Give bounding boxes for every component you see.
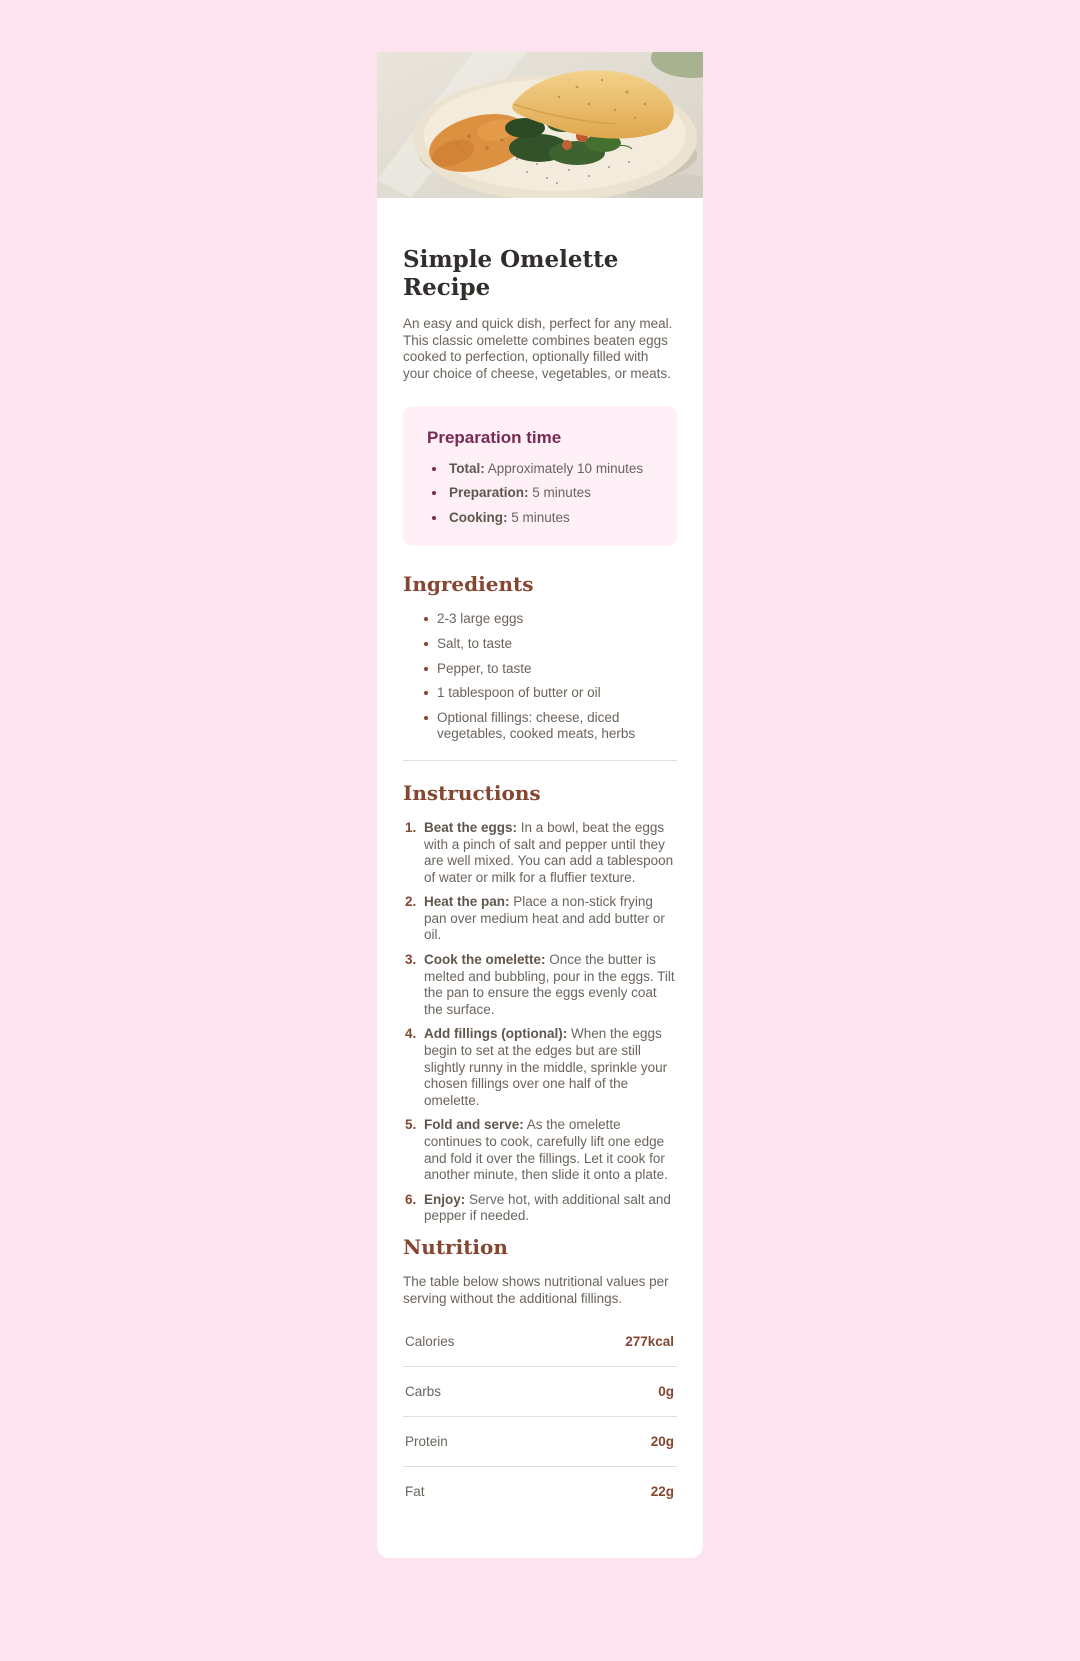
list-item [403, 952, 677, 1018]
item-label: Preparation: [449, 485, 529, 501]
recipe-card [377, 52, 703, 1558]
step-text: In a bowl, beat the eggs with a pinch of salt and pepper until they are well mixed. You can add a tablespoon of water or milk for a fluffier texture. [424, 819, 674, 885]
step-label: Add fillings (optional): [424, 1026, 568, 1042]
list-item [427, 510, 653, 527]
list-item [403, 1026, 677, 1109]
list-item: 1 tablespoon of butter or oil [403, 685, 677, 702]
nutrition-heading: Nutrition [403, 1234, 508, 1259]
nutrition-value: 0g [540, 1367, 677, 1417]
section-divider [403, 760, 677, 761]
list-item [427, 461, 653, 478]
preparation-time-box [403, 406, 677, 547]
step-label: Fold and serve: [424, 1117, 524, 1133]
step-text: Place a non-stick frying pan over medium heat and add butter or oil. [424, 894, 665, 943]
step-text: Serve hot, with additional salt and pepper if needed. [424, 1191, 671, 1224]
table-row [403, 1417, 677, 1467]
omelette-photo [377, 52, 703, 198]
step-label: Beat the eggs: [424, 819, 518, 835]
instructions-list [403, 820, 677, 1225]
list-item: Salt, to taste [403, 636, 677, 653]
nutrition-table [403, 1317, 677, 1516]
list-item: 2-3 large eggs [403, 611, 677, 628]
step-label: Cook the omelette: [424, 952, 546, 968]
preparation-heading: Preparation time [427, 427, 562, 447]
recipe-description: An easy and quick dish, perfect for any meal. This classic omelette combines beaten eggs cooked to perfection, optionally filled with your choice of cheese, vegetables, or meats. [403, 316, 673, 381]
nutrition-label: Fat [405, 1484, 425, 1500]
nutrition-label: Carbs [403, 1367, 540, 1417]
item-text: 5 minutes [532, 485, 591, 501]
table-row [403, 1317, 677, 1367]
item-label: Cooking: [449, 509, 508, 525]
nutrition-description: The table below shows nutritional values per serving without the additional fillings. [403, 1273, 669, 1306]
ingredients-list [403, 611, 677, 743]
step-text: As the omelette continues to cook, carefully lift one edge and fold it over the fillings. Let it cook for another minute, then slide it onto a plate. [424, 1117, 668, 1183]
nutrition-value: 20g [540, 1417, 677, 1467]
item-label: Total: [449, 460, 485, 476]
recipe-content [377, 198, 703, 1558]
instructions-heading: Instructions [403, 780, 541, 805]
table-row [403, 1367, 677, 1417]
step-text: Once the butter is melted and bubbling, pour in the eggs. Tilt the pan to ensure the eggs evenly coat the surface. [424, 952, 675, 1017]
step-label: Enjoy: [424, 1191, 466, 1207]
step-label: Heat the pan: [424, 894, 510, 910]
nutrition-label: Calories [403, 1317, 540, 1367]
nutrition-value: 277kcal [540, 1317, 677, 1367]
list-item [403, 894, 677, 944]
list-item [403, 1117, 677, 1183]
item-text: Approximately 10 minutes [487, 460, 644, 476]
list-item [403, 820, 677, 886]
omelette-photo-illustration [377, 52, 703, 198]
list-item [427, 485, 653, 502]
list-item: Optional fillings: cheese, diced vegetables, cooked meats, herbs [403, 710, 677, 743]
nutrition-value: 22g [650, 1484, 674, 1500]
page-title: Simple Omelette Recipe [403, 246, 619, 301]
ingredients-heading: Ingredients [403, 572, 534, 597]
list-item: Pepper, to taste [403, 661, 677, 678]
step-text: When the eggs begin to set at the edges but are still slightly runny in the middle, sprinkle your chosen fillings over one half of the omelette. [424, 1026, 668, 1108]
item-text: 5 minutes [511, 509, 570, 525]
preparation-list [427, 461, 653, 527]
list-item [403, 1192, 677, 1225]
nutrition-label: Protein [403, 1417, 540, 1467]
table-row [403, 1467, 677, 1517]
